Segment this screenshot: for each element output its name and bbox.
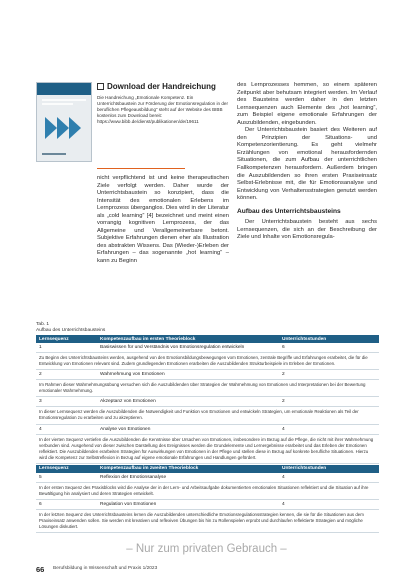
body-column-left (97, 175, 229, 266)
table-row: 3 Akzeptanz von Emotionen 2 (36, 397, 379, 407)
table-row: 6 Regulation von Emotionen 4 (36, 500, 379, 510)
divider (97, 168, 185, 169)
page-number: 66 (36, 565, 45, 574)
section-heading: Aufbau des Unterrichtsbausteins (237, 207, 341, 215)
paragraph: nicht verpflichtend ist und keine therapeutischen Ziele verfolgt werden. Daher wurde der Unterrichtsbaustein so konzipiert, dass die Intensität des emotionalen Erlebens im Lernprozess überganglos. Dies wird in der Literatur als „cold learning“ [4] bezeichnet und meint einen vorrangig kognitiven Lernprozess, der das Allgemeine und Verallgemeinerbare betont. Subjektive Erfahrungen dienen eher als Illustration des abstrakten Wissens. Das (Wieder-)Erleben der Erfahrungen – das sogenannte „hot learning“ – kann zu Beginn (97, 175, 229, 265)
paragraph: Der Unterrichtsbaustein besteht aus sechs Lernsequenzen, die sich an der Beschreibung der Ziele und Inhalte von Emotionsregula- (237, 219, 377, 241)
table-row: 1 Basiswissen für und Verständnis von Emotionsregulation entwickeln 6 (36, 343, 379, 353)
journal-info: Berufsbildung in Wissenschaft und Praxis 1/2023 (53, 566, 158, 571)
table-row: 2 Wahrnehmung von Emotionen 2 (36, 370, 379, 380)
table-row: 5 Reflexion der Emotionsanalyse 4 (36, 473, 379, 483)
structure-table (36, 335, 379, 533)
download-text: Die Handreichung „Emotionale Kompetenz. Ein Unterrichtsbaustein zur Förderung der Emotionsregulation in der beruflichen Pflegeausbildung“ steht auf der Website des BIBB kostenlos zum Download bereit: https://www.bibb.de/dienst/publikationen/de/19611 (97, 95, 228, 124)
paragraph: des Lernprozesses hemmen, so einem späteren Zeitpunkt aber behutsam integriert werden. Im Verlauf des Bausteins werden daher in den letzten Lernsequenzen auch Elemente des „hot learning“, zum Beispiel eigene emotionale Erfahrungen der Auszubildenden, eingebunden. (237, 82, 377, 126)
table-row-note: In der letzten Sequenz des Unterrichtsbausteins lernen die Auszubildenden unterschiedliche Emotionsregulationsstrategien kennen, die sie für die Situationen aus dem Praxiseinsatz anwenden sollen. Sie werden mit kreativen und reflexiven Übungen bis hin zu Rollenspielen erprobt und durchlaufen reflektierte Strategien und mögliche Lösungen diskutiert. (36, 510, 379, 533)
checkbox-icon (97, 83, 104, 90)
body-column-right (237, 82, 377, 242)
table-caption: Tab. 1 Aufbau des Unterrichtsbausteins (36, 322, 106, 333)
download-heading: Download der Handreichung (97, 82, 216, 91)
paragraph: Der Unterrichtsbaustein basiert des Weiteren auf den Prinzipien der Situations- und Kompetenzorientierung. Es geht vielmehr Erzählungen von emotional herausfordernden Situationen, die zum Aufbau der unterrichtlichen Fallkompetenzen herausfordern. Außerdem bringen die Auszubildenden so ihren ersten Praxiseinsatz Selbst-Erlebnisse mit, die für Emotionsanalyse und Entwicklung von Verhaltensstrategien genutzt werden können. (237, 127, 377, 202)
book-cover-image (36, 82, 92, 162)
table-row-note: In dieser Lernsequenz werden die Auszubildenden die Notwendigkeit und Funktion von Emotionen und entwickeln Strategien, um emotionale Reaktionen als Teil der Emotionsregulation zu erarbeiten und zu akzeptieren. (36, 407, 379, 424)
table-row-note: In der ersten Sequenz des Praxisblocks wird die Analyse der in der Lern- und Arbeitsaufgabe dokumentierten emotionalen Situationen reflektiert und die Situation auf ihre Bewältigung hin analysiert und deren Strategien entwickelt. (36, 483, 379, 500)
table-row-note: In der vierten Sequenz vertiefen die Auszubildenden die Kenntnisse über Ursachen von Emotionen, insbesondere im Bezug auf die Pflege, die nicht mit ihrer Wahrnehmung verbunden sind. Ausgehend von dieser zwischen Darstellung des Ereignisses werden die Grundelemente und Lernergebnisse erarbeitet und das Erleben der Emotionen reflektiert. Die Auszubildenden erarbeiten Strategien für Auswirkungen von Emotionen in der Pflege und stellen diese in Bezug auf konkrete berufliche Situationen. Hierzu wird die Kompetenz zur Selbstreflexion in Bezug auf eigene emotionale Erfahrungen und Handlungen gefördert. (36, 435, 379, 464)
table-row-note: Zu Beginn des Unterrichtsbausteins werden, ausgehend von den Emotionsbildungsbewegungen vom Emotionen, zentrale Begriffe und Erfahrungen erarbeitet, die für die Entwicklung von Emotionen relevant sind. Zudem grundlegenden Emotionen erarbeiten die Auszubildenden Strukturbeispiele im Erleben der Emotionen. (36, 353, 379, 370)
arrows-graphic (45, 117, 85, 139)
table-row: 4 Analyse von Emotionen 4 (36, 425, 379, 435)
watermark: – Nur zum privaten Gebrauch – (126, 543, 287, 555)
table-header: Lernsequenz Kompetenzaufbau im ersten Theorieblock Unterrichtsstunden (36, 335, 379, 343)
table-header: Lernsequenz Kompetenzaufbau im zweiten Theorieblock Unterrichtsstunden (36, 465, 379, 473)
table-row-note: Im Rahmen dieser Wahrnehmungsübung versuchen sich die Auszubildenden über Strategien der Wahrnehmung von Emotionen und Interpretationen bei der Bewertung emotionaler Wahrnehmung. (36, 380, 379, 397)
